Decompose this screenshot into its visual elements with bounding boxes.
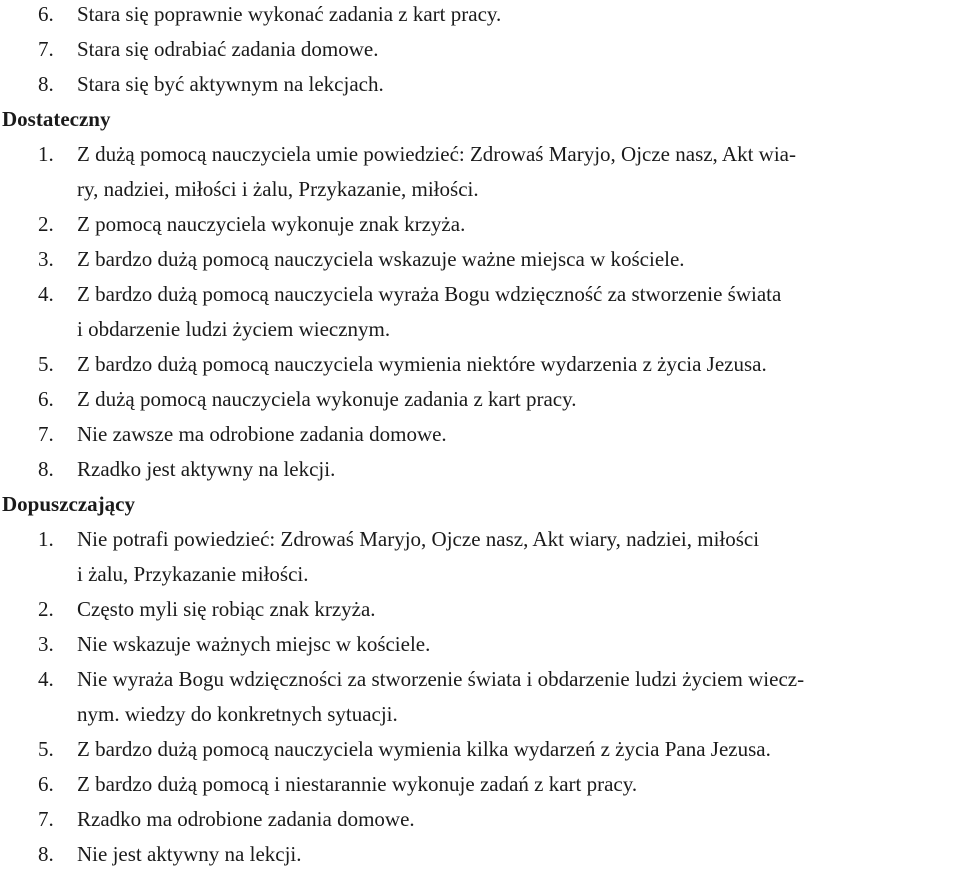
item-number: 8. — [38, 842, 54, 866]
item-text: ry, nadziei, miłości i żalu, Przykazanie, miłości. — [77, 177, 479, 201]
item-number: 6. — [38, 387, 54, 411]
item-text: Z bardzo dużą pomocą nauczyciela wymienia kilka wydarzeń z życia Pana Jezusa. — [77, 737, 771, 761]
item-text: i obdarzenie ludzi życiem wiecznym. — [77, 317, 391, 341]
item-number: 8. — [38, 72, 54, 96]
list-item-line — [0, 523, 960, 555]
list-item-line — [0, 138, 960, 170]
list-item-line — [0, 0, 960, 30]
item-text: Nie zawsze ma odrobione zadania domowe. — [77, 422, 447, 446]
item-number: 3. — [38, 247, 54, 271]
item-text: Z dużą pomocą nauczyciela umie powiedzieć: Zdrowaś Maryjo, Ojcze nasz, Akt wia- — [77, 142, 796, 166]
item-number: 5. — [38, 352, 54, 376]
item-number: 4. — [38, 667, 54, 691]
item-number: 1. — [38, 142, 54, 166]
item-text: Z bardzo dużą pomocą nauczyciela wskazuje ważne miejsca w kościele. — [77, 247, 685, 271]
item-number: 5. — [38, 737, 54, 761]
item-number: 6. — [38, 772, 54, 796]
item-text: Z bardzo dużą pomocą nauczyciela wyraża Bogu wdzięczność za stworzenie świata — [77, 282, 782, 306]
item-text: Stara się być aktywnym na lekcjach. — [77, 72, 384, 96]
item-text: Z bardzo dużą pomocą i niestarannie wykonuje zadań z kart pracy. — [77, 772, 638, 796]
list-item-line — [0, 768, 960, 800]
item-text: Nie jest aktywny na lekcji. — [77, 842, 302, 866]
item-text: Rzadko ma odrobione zadania domowe. — [77, 807, 415, 831]
item-text: Z dużą pomocą nauczyciela wykonuje zadania z kart pracy. — [77, 387, 577, 411]
item-text: i żalu, Przykazanie miłości. — [77, 562, 309, 586]
section-heading: Dopuszczający — [2, 492, 135, 516]
item-number: 1. — [38, 527, 54, 551]
list-item-line — [0, 838, 960, 870]
item-number: 8. — [38, 457, 54, 481]
item-number: 7. — [38, 37, 54, 61]
list-item-line — [0, 33, 960, 65]
list-item-line — [0, 663, 960, 695]
item-number: 2. — [38, 212, 54, 236]
list-item-line — [0, 383, 960, 415]
item-number: 6. — [38, 2, 54, 26]
list-item-line — [0, 733, 960, 765]
item-text: Z pomocą nauczyciela wykonuje znak krzyża. — [77, 212, 466, 236]
item-number: 7. — [38, 807, 54, 831]
list-item-line — [0, 348, 960, 380]
list-item-line — [0, 243, 960, 275]
item-text: Stara się poprawnie wykonać zadania z kart pracy. — [77, 2, 502, 26]
item-text: Często myli się robiąc znak krzyża. — [77, 597, 376, 621]
list-item-line — [0, 628, 960, 660]
item-text: Nie wyraża Bogu wdzięczności za stworzenie świata i obdarzenie ludzi życiem wiecz- — [77, 667, 805, 691]
item-number: 4. — [38, 282, 54, 306]
list-item-line — [0, 593, 960, 625]
list-item-line — [0, 68, 960, 100]
item-number: 3. — [38, 632, 54, 656]
list-item-line — [0, 278, 960, 310]
section-heading: Dostateczny — [2, 107, 111, 131]
list-item-line — [0, 313, 960, 345]
list-item-line — [0, 558, 960, 590]
list-item-line — [0, 418, 960, 450]
item-text: nym. wiedzy do konkretnych sytuacji. — [77, 702, 398, 726]
item-text: Z bardzo dużą pomocą nauczyciela wymienia niektóre wydarzenia z życia Jezusa. — [77, 352, 767, 376]
item-number: 2. — [38, 597, 54, 621]
item-text: Nie potrafi powiedzieć: Zdrowaś Maryjo, Ojcze nasz, Akt wiary, nadziei, miłości — [77, 527, 760, 551]
item-number: 7. — [38, 422, 54, 446]
list-item-line — [0, 803, 960, 835]
list-item-line — [0, 453, 960, 485]
item-text: Nie wskazuje ważnych miejsc w kościele. — [77, 632, 431, 656]
item-text: Rzadko jest aktywny na lekcji. — [77, 457, 336, 481]
list-item-line — [0, 208, 960, 240]
list-item-line — [0, 173, 960, 205]
list-item-line — [0, 698, 960, 730]
item-text: Stara się odrabiać zadania domowe. — [77, 37, 379, 61]
